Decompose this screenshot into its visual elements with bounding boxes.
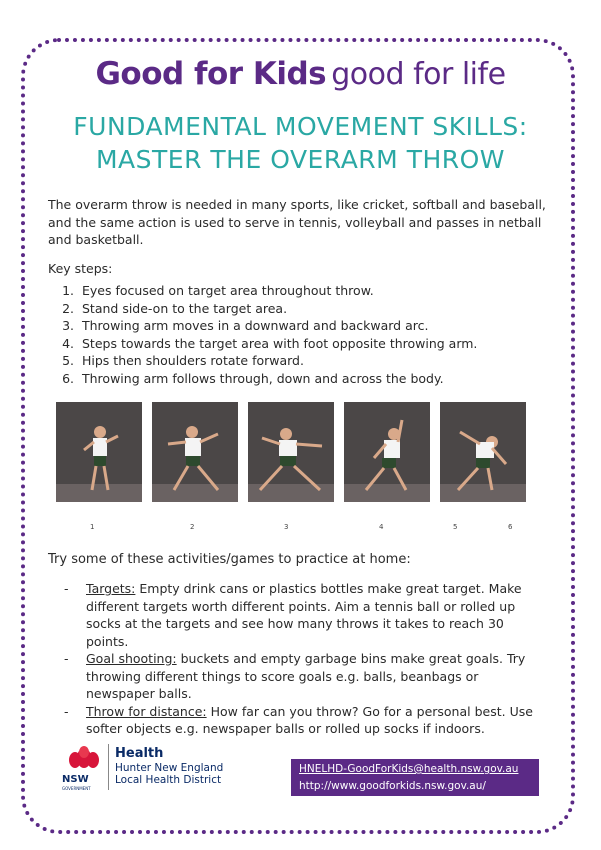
email-link[interactable]: HNELHD-GoodForKids@health.nsw.gov.au	[299, 763, 519, 775]
list-item: - Throw for distance: How far can you throw? Go for a personal best. Use softer objects e.g. newspaper balls or rolled up socks if indoors.	[64, 703, 533, 736]
contact-box	[291, 759, 539, 796]
website-link[interactable]: http://www.goodforkids.nsw.gov.au/	[299, 780, 486, 792]
photo-label-5: 5	[453, 523, 458, 531]
health-label: Health	[115, 746, 164, 761]
list-item: 5. Hips then shoulders rotate forward.	[62, 353, 304, 368]
list-item: 4. Steps towards the target area with foot opposite throwing arm.	[62, 335, 478, 351]
page-title	[0, 110, 601, 176]
activity-heading: Throw for distance:	[86, 703, 207, 719]
list-item: - Targets: Empty drink cans or plastics bottles make great target. Make different targets worth different points. Aim a tennis ball or rolled up socks at the targets and see how many throws it takes to reach 30 points.	[64, 581, 522, 649]
org-name-line-1: Hunter New England	[115, 762, 224, 774]
throw-photo-3	[248, 402, 334, 502]
nsw-wordmark: NSW	[62, 774, 89, 785]
list-item: 3. Throwing arm moves in a downward and backward arc.	[62, 318, 429, 333]
activities-intro: Try some of these activities/games to practice at home:	[48, 552, 411, 567]
government-wordmark: GOVERNMENT	[62, 786, 91, 791]
throw-photo-1	[56, 402, 142, 502]
activity-heading: Goal shooting:	[86, 651, 177, 666]
throw-photo-5-6	[440, 402, 526, 502]
list-item: - Goal shooting: buckets and empty garbage bins make great goals. Try throwing different things to score goals e.g. balls, beanbags or newspaper balls.	[64, 651, 526, 701]
activity-heading: Targets:	[86, 581, 136, 596]
brand-bold: Good for Kids	[95, 56, 327, 92]
intro-paragraph: The overarm throw is needed in many sports, like cricket, softball and baseball, and the same action is used to serve in tennis, volleyball and passes in netball and basketball.	[48, 197, 546, 247]
title-line-2: MASTER THE OVERARM THROW	[95, 145, 506, 174]
throw-photo-2	[152, 402, 238, 502]
list-item: 6. Throwing arm follows through, down and across the body.	[62, 370, 444, 386]
brand-header	[0, 56, 601, 92]
key-steps-label: Key steps:	[48, 261, 113, 276]
key-steps-list	[48, 282, 477, 387]
activities-list	[64, 580, 544, 738]
brand-light: good for life	[331, 57, 506, 92]
nsw-health-logo	[62, 744, 232, 794]
waratah-icon	[64, 744, 104, 774]
logo-divider	[108, 744, 109, 790]
photo-label-6: 6	[508, 523, 513, 531]
org-name-line-2: Local Health District	[115, 774, 222, 786]
photo-label-1: 1	[90, 523, 95, 531]
title-line-1: FUNDAMENTAL MOVEMENT SKILLS:	[73, 112, 528, 141]
throw-photo-4	[344, 402, 430, 502]
photo-label-3: 3	[284, 523, 289, 531]
photo-label-4: 4	[379, 523, 384, 531]
list-item: 2. Stand side-on to the target area.	[62, 300, 288, 316]
photo-label-2: 2	[190, 523, 195, 531]
list-item: 1. Eyes focused on target area throughout throw.	[62, 283, 374, 298]
